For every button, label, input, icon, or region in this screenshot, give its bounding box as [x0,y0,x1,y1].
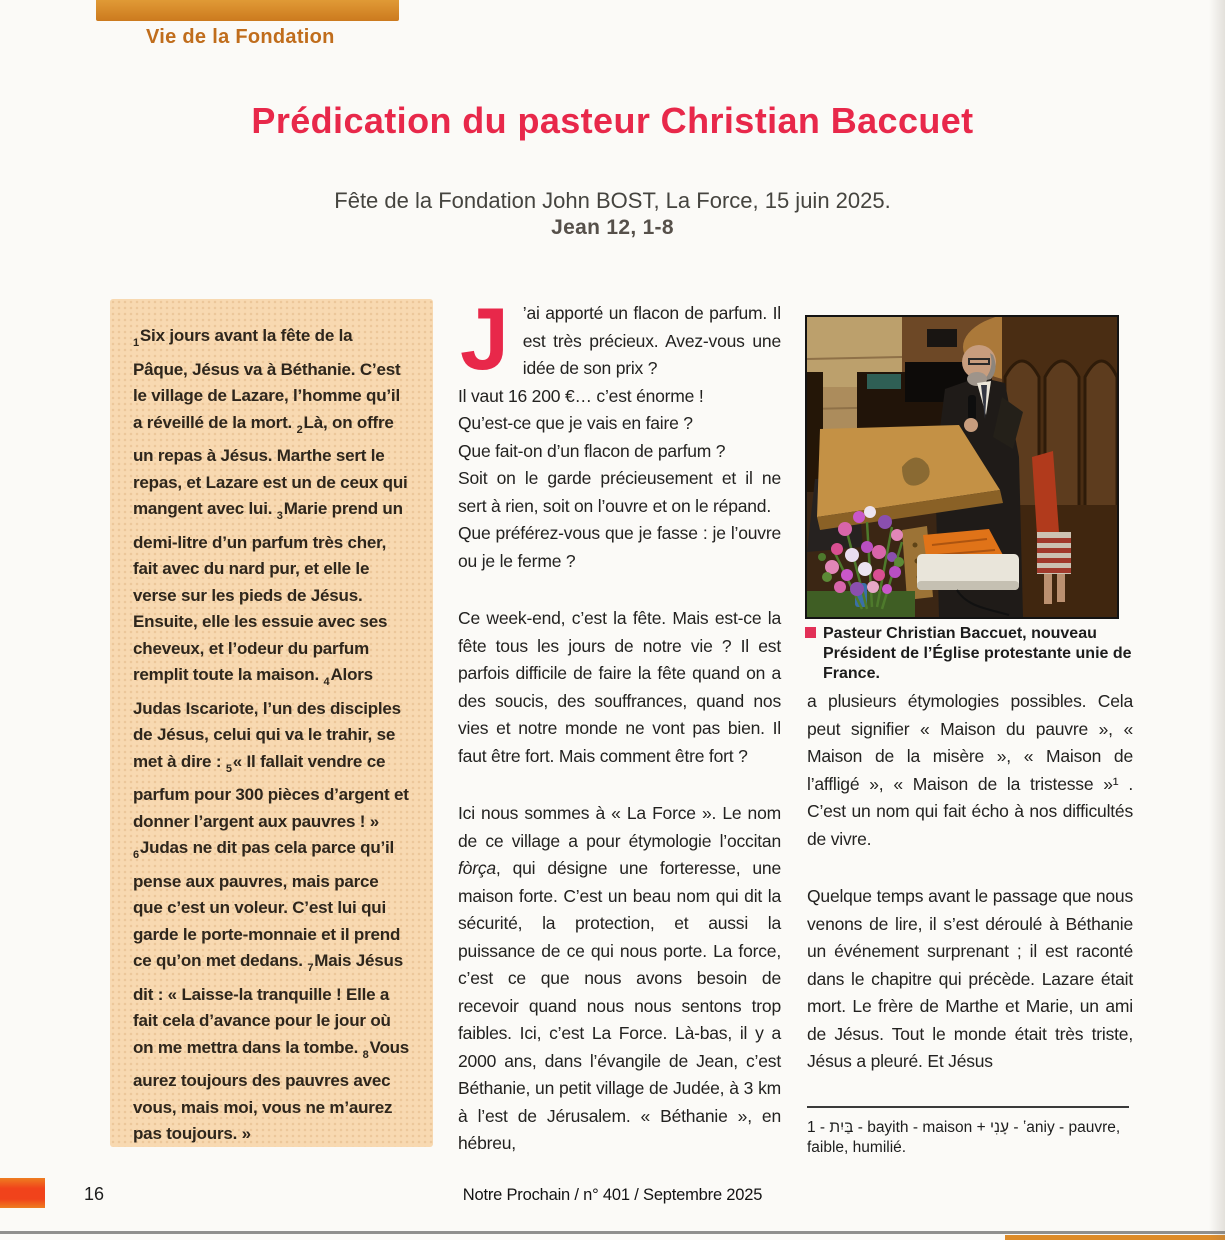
verse-number: 6 [133,849,139,861]
sermon-column-2 [807,688,1133,1158]
sermon-text: Ici nous sommes à « La Force ». Le nom de ce village a pour étymologie l’occitan [458,803,781,851]
footnote: 1 - בַּיִת - bayith - maison + עָנִי - ʽaniy - pauvre, faible, humilié. [807,1118,1121,1156]
drop-cap: J [460,289,509,388]
verse-number: 8 [362,1048,369,1061]
verse-number: 4 [323,676,330,688]
sermon-line: Que fait-on d’un flacon de parfum ? [458,440,726,461]
sermon-paragraph-2: Ce week-end, c’est la fête. Mais est-ce la fête tous les jours de notre vie ? Il est parfois difficile de faire la fête quand on a des soucis, des souffrances, quand nos vies et notre monde ne vont pas bien. Il faut être fort. Mais comment être fort ? [458,608,781,766]
sermon-line: Soit on le garde précieusement et il ne sert à rien, soit on l’ouvre et on le répand. [458,468,781,516]
sermon-line: Il vaut 16 200 €… c’est énorme ! [458,385,704,406]
verse-text: Six jours avant la fête de la Pâque, Jésus va à Béthanie. C’est le village de Lazare, l’homme qu’il a réveillé de la mort. [133,326,401,432]
sermon-column-1 [458,289,781,1188]
sermon-line-group [458,383,781,576]
sermon-paragraph-5: Quelque temps avant le passage que nous venons de lire, il s’est déroulé à Béthanie un événement surprenant ; il est raconté dans le chapitre qui précède. Lazare était mort. Le frère de Marthe et Marie, un ami de Jésus. Tout le monde était très triste, Jésus a pleuré. Et Jésus [807,886,1133,1071]
footer-text: Notre Prochain / n° 401 / Septembre 2025 [462,1186,763,1204]
next-page-edge-strip [1005,1235,1225,1240]
scan-edge-shade [1209,0,1225,1240]
verse-text: Vous aurez toujours des pauvres avec vous, mais moi, vous ne m’aurez pas toujours. » [133,1037,410,1143]
verse-text: Judas ne dit pas cela parce qu’il pense aux pauvres, mais parce que c’est un voleur. C’est lui qui garde le porte-monnaie et il prend ce qu’on met dedans. [133,838,401,970]
sermon-paragraph-3 [458,800,781,1158]
pulpit-photo [805,315,1119,619]
photo-caption [805,624,1137,684]
verse-text: Alors Judas Iscariote, l’un des disciples de Jésus, celui qui va le trahir, se met à dire : [133,665,401,771]
verse-number: 5 [225,762,232,775]
caption-text: Pasteur Christian Baccuet, nouveau Président de l’Église protestante unie de France. [823,625,1132,682]
verse-number: 2 [296,423,303,436]
sermon-paragraph-1 [458,289,781,575]
bible-quote-box [110,299,433,1147]
footnote-rule [807,1106,1129,1108]
scan-edge-line [0,1231,1225,1234]
sermon-paragraph-4: a plusieurs étymologies possibles. Cela peut signifier « Maison du pauvre », « Maison de la misère », « Maison de l’affligé », « Maison de la tristesse »¹ . C’est un nom qui fait écho à nos difficultés de vivre. [807,691,1133,849]
verse-text: « Il fallait vendre ce parfum pour 300 pièces d’argent et donner l’argent aux pauvres ! » [133,751,409,831]
caption-bullet-icon [805,627,816,638]
page-title: Prédication du pasteur Christian Baccuet [251,100,974,141]
subtitle: Fête de la Fondation John BOST, La Force, 15 juin 2025. [334,188,891,213]
verse-number: 7 [307,962,314,974]
verse-text: Marie prend un demi-litre d’un parfum très cher, fait avec du nard pur, et elle le verse sur les pieds de Jésus. Ensuite, elle les essuie avec ses cheveux, et l’odeur du parfum remplit toute la maison. [133,499,403,684]
scripture-reference: Jean 12, 1-8 [551,216,674,239]
verse-text: Mais Jésus dit : « Laisse-la tranquille ! Elle a fait cela d’avance pour le jour où on me mettra dans la tombe. [133,951,403,1057]
sermon-line: Qu’est-ce que je vais en faire ? [458,413,693,433]
page-number: 16 [84,1184,105,1204]
verse-text: Là, on offre un repas à Jésus. Marthe sert le repas, et Lazare est un de ceux qui mangent avec lui. [133,412,408,518]
verse-number: 3 [276,510,283,522]
section-tab [96,0,399,21]
photo-illustration [807,317,1117,617]
verse-number: 1 [133,337,139,349]
sermon-text: , qui désigne une forteresse, une maison forte. C’est un beau nom qui dit la sécurité, la protection, et aussi la puissance de ce qui nous porte. La force, c’est ce que nous avons besoin de recevoir quand nous nous sentons trop faibles. Ici, c’est La Force. Là-bas, il y a 2000 ans, dans l’évangile de Jean, c’est Béthanie, un petit village de Judée, à 3 km à l’est de Jérusalem. « Béthanie », en hébreu, [458,858,781,1153]
bible-verses [133,323,411,1147]
sermon-line: Que préférez-vous que je fasse : je l’ouvre ou je le ferme ? [458,523,781,571]
italic-term: fòrça [458,858,496,878]
sermon-text: ’ai apporté un flacon de parfum. Il est très précieux. Avez-vous une idée de son prix ? [522,303,781,378]
section-label: Vie de la Fondation [146,26,335,48]
